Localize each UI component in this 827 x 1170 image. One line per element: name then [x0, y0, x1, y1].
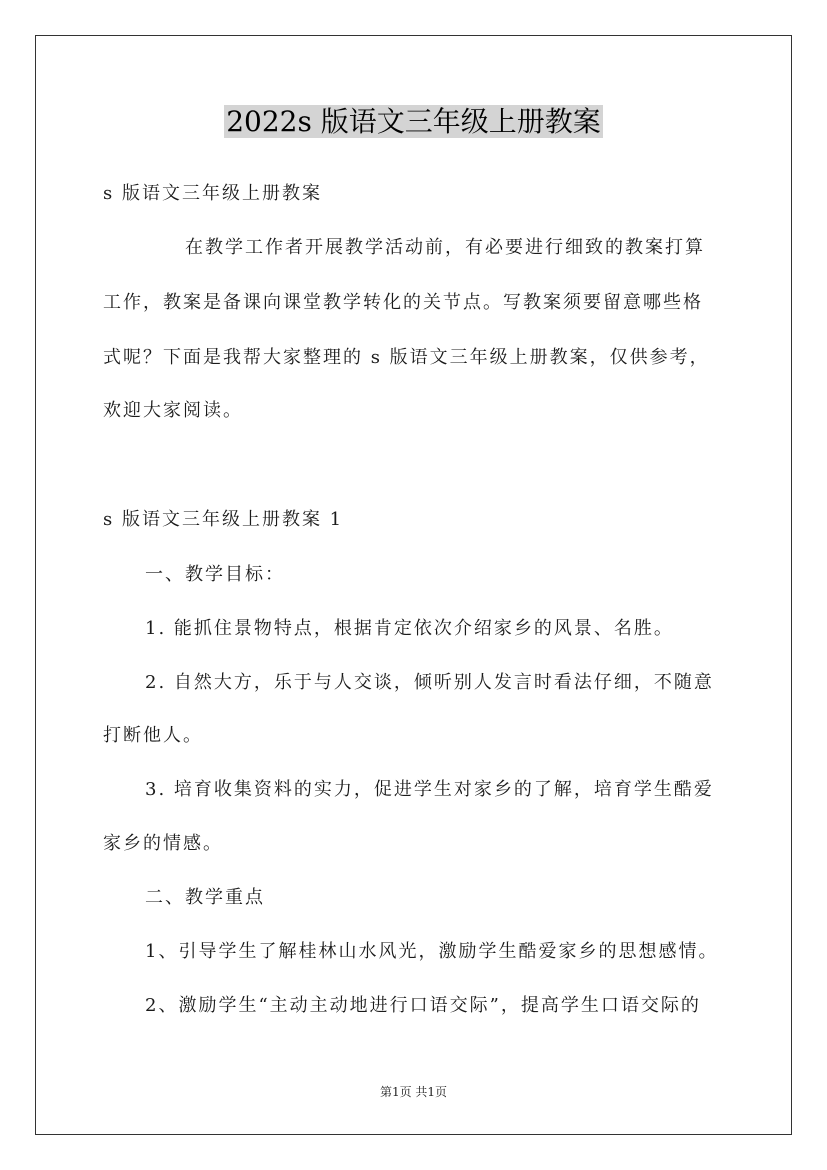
intro-line-1: 在教学工作者开展教学活动前，有必要进行细致的教案打算: [185, 237, 705, 258]
goal-2-line-1: 2. 自然大方，乐于与人交谈，倾听别人发言时看法仔细，不随意: [145, 672, 714, 693]
goal-3-line-1: 3. 培育收集资料的实力，促进学生对家乡的了解，培育学生酷爱: [145, 779, 714, 800]
goal-3-line-2: 家乡的情感。: [103, 833, 223, 854]
goal-1: 1. 能抓住景物特点，根据肯定依次介绍家乡的风景、名胜。: [145, 618, 674, 639]
focus-1: 1、引导学生了解桂林山水风光，激励学生酷爱家乡的思想感情。: [145, 941, 719, 962]
intro-line-2: 工作，教案是备课向课堂教学转化的关节点。写教案须要留意哪些格: [103, 292, 703, 313]
goal-2-line-2: 打断他人。: [103, 725, 203, 746]
intro-line-4: 欢迎大家阅读。: [103, 400, 243, 421]
focus-2: 2、激励学生“主动主动地进行口语交际”，提高学生口语交际的: [145, 995, 701, 1016]
goals-heading: 一、教学目标：: [145, 564, 285, 585]
document-title-wrap: [0, 103, 827, 141]
page-footer: 第1页 共1页: [379, 1085, 448, 1099]
document-title: 2022s 版语文三年级上册教案: [226, 105, 601, 138]
focus-heading: 二、教学重点: [145, 887, 265, 908]
intro-line-3: 式呢？下面是我帮大家整理的 s 版语文三年级上册教案，仅供参考，: [103, 347, 710, 368]
subtitle: s 版语文三年级上册教案: [103, 183, 322, 204]
section-heading: s 版语文三年级上册教案 1: [103, 509, 344, 530]
